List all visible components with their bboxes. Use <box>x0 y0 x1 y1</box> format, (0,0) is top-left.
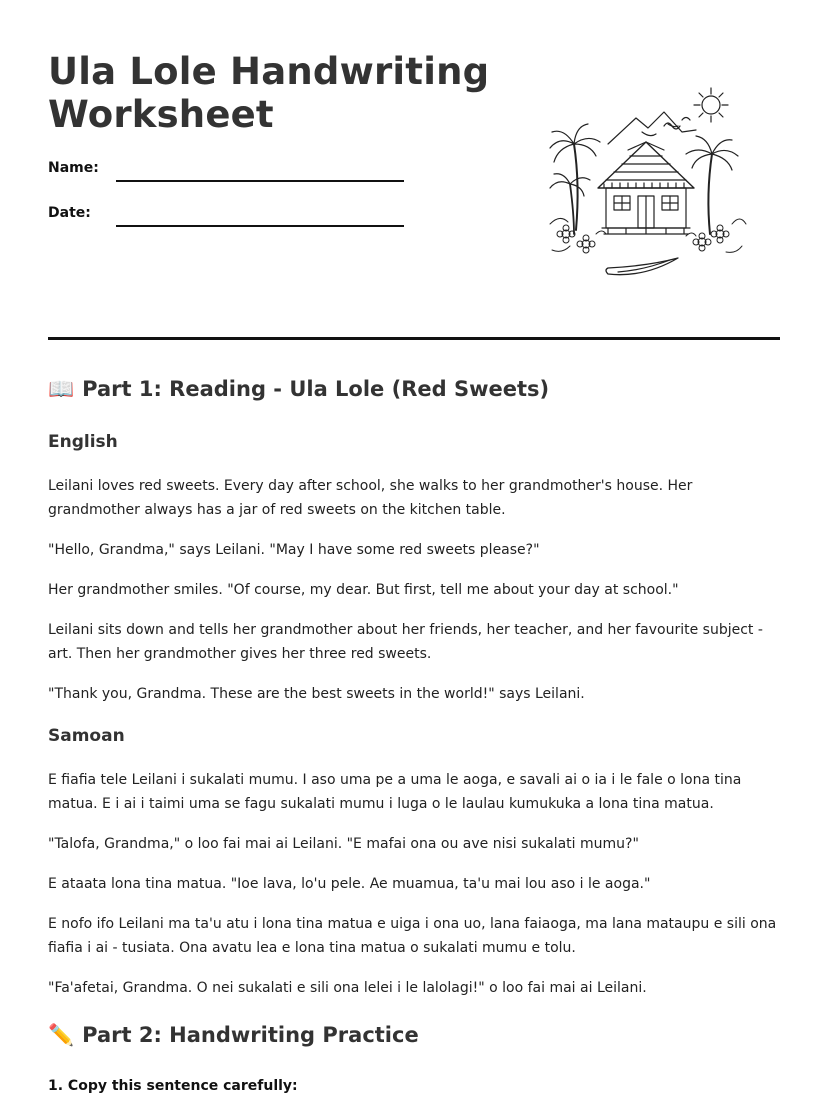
title-line-1: Ula Lole Handwriting <box>48 50 490 93</box>
part2-heading <box>48 1016 788 1054</box>
samoan-paragraph: "Fa'afetai, Grandma. O nei sukalati e sili ona lelei i le lalolagi!" o loo fai mai ai Leilani. <box>48 980 647 996</box>
english-paragraph: "Hello, Grandma," says Leilani. "May I have some red sweets please?" <box>48 542 540 558</box>
worksheet-content <box>48 370 788 1098</box>
page-title <box>48 50 508 136</box>
copy-instruction: 1. Copy this sentence carefully: <box>48 1078 298 1094</box>
samoan-paragraph: E nofo ifo Leilani ma ta'u atu i lona tina matua e uiga i ona uo, lana faiaoga, ma lana mataupu e sili ona fiafia i ai - tusiata. Ona avatu lea e lona tina matua o sukalati mumu e tolu. <box>48 916 777 956</box>
header-divider <box>48 337 780 340</box>
samoan-heading: Samoan <box>48 726 125 746</box>
english-paragraph: Leilani sits down and tells her grandmother about her friends, her teacher, and her favourite subject - art. Then her grandmother gives her three red sweets. <box>48 622 763 662</box>
english-paragraph: "Thank you, Grandma. These are the best sweets in the world!" says Leilani. <box>48 686 585 702</box>
title-line-2: Worksheet <box>48 93 274 136</box>
english-heading: English <box>48 432 118 452</box>
part1-heading <box>48 370 788 408</box>
part2-heading-text: Part 2: Handwriting Practice <box>82 1023 419 1047</box>
samoan-paragraph: E fiafia tele Leilani i sukalati mumu. I aso uma pe a uma le aoga, e savali ai o ia i le fale o lona tina matua. E i ai i taimi uma se fagu sukalati mumu i luga o le laulau kumukuka a lona tina matua. <box>48 772 742 812</box>
pencil-icon: ✏️ <box>48 1023 75 1047</box>
english-paragraph: Her grandmother smiles. "Of course, my dear. But first, tell me about your day at school." <box>48 582 679 598</box>
tropical-fale-illustration <box>546 84 750 290</box>
date-label: Date: <box>48 205 91 221</box>
samoan-paragraph: E ataata lona tina matua. "Ioe lava, lo'u pele. Ae muamua, ta'u mai lou aso i le aoga." <box>48 876 651 892</box>
english-paragraph: Leilani loves red sweets. Every day after school, she walks to her grandmother's house. Her grandmother always has a jar of red sweets on the kitchen table. <box>48 478 693 518</box>
part1-heading-text: Part 1: Reading - Ula Lole (Red Sweets) <box>82 377 550 401</box>
book-icon: 📖 <box>48 377 75 401</box>
sun-icon <box>694 88 728 122</box>
name-label: Name: <box>48 160 99 176</box>
name-write-line <box>116 180 404 182</box>
samoan-paragraph: "Talofa, Grandma," o loo fai mai ai Leilani. "E mafai ona ou ave nisi sukalati mumu?" <box>48 836 639 852</box>
date-write-line <box>116 225 404 227</box>
